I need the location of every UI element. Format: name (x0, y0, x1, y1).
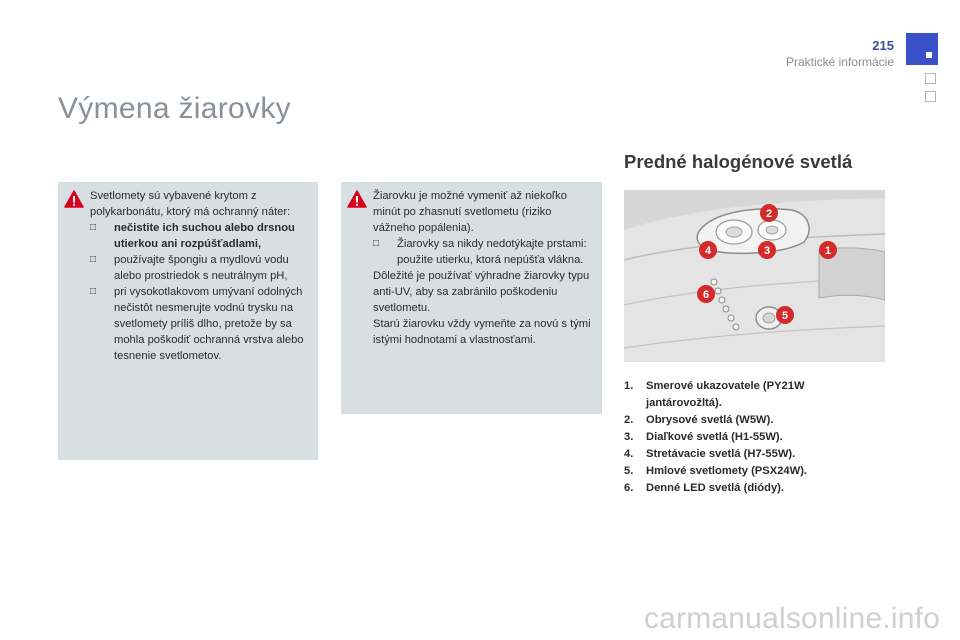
list-item (90, 284, 308, 364)
callout-4 (699, 241, 717, 259)
warning-paragraph: Starú žiarovku vždy vymeňte za novú s tými istými hodnotami a vlastnosťami. (373, 318, 591, 346)
item-number: 6. (624, 482, 634, 494)
page-number: 215 (872, 38, 894, 53)
list-item (624, 429, 854, 446)
callout-5 (776, 306, 794, 324)
bullet-text: Žiarovky sa nikdy nedotýkajte prstami: použite utierku, ktorá nepúšťa vlákna. (397, 238, 587, 266)
warning-intro: Svetlomety sú vybavené krytom z polykarbonátu, ktorý má ochranný náter: (90, 190, 291, 218)
warning-triangle-icon (64, 190, 84, 208)
tab-dot (926, 52, 932, 58)
callout-3 (758, 241, 776, 259)
svg-text:5: 5 (781, 310, 789, 322)
warning-box-bulb (341, 182, 602, 414)
checkbox-bullet-icon: □ (373, 238, 380, 249)
section-tab (906, 33, 938, 65)
headlamp-illustration (624, 190, 885, 362)
svg-text:2: 2 (765, 208, 773, 220)
warning-box-care (58, 182, 318, 460)
list-item (624, 463, 854, 480)
item-number: 2. (624, 414, 634, 426)
callout-layer (624, 190, 885, 362)
list-item (90, 220, 308, 252)
callout-1 (819, 241, 837, 259)
item-number: 3. (624, 431, 634, 443)
bulb-list (624, 378, 854, 497)
bullet-text: pri vysokotlakovom umývaní odolných nečistôt nesmerujte vodnú trysku na svetlomety príliš dlho, pretože by sa mohla poškodiť ochranná vrstva alebo tesnenie svetlometov. (114, 286, 304, 362)
page-title: Výmena žiarovky (58, 92, 291, 125)
item-text: Smerové ukazovatele (PY21W jantárovožltá). (646, 380, 805, 409)
svg-text:1: 1 (824, 245, 832, 257)
list-item (90, 252, 308, 284)
item-text: Hmlové svetlomety (PSX24W). (646, 465, 808, 477)
list-item (624, 446, 854, 463)
checkbox-bullet-icon: □ (90, 286, 97, 297)
warning-triangle-icon (347, 190, 367, 208)
section-label: Praktické informácie (785, 55, 894, 69)
item-text: Denné LED svetlá (diódy). (646, 482, 785, 494)
svg-text:3: 3 (763, 245, 771, 257)
checkbox-bullet-icon: □ (90, 222, 97, 233)
tab-outline-2 (925, 91, 936, 102)
item-number: 5. (624, 465, 634, 477)
item-text: Obrysové svetlá (W5W). (646, 414, 774, 426)
item-number: 4. (624, 448, 634, 460)
list-item (624, 412, 854, 429)
list-item (373, 236, 592, 268)
list-item (624, 480, 854, 497)
tab-outline-1 (925, 73, 936, 84)
svg-text:6: 6 (702, 289, 710, 301)
warning-paragraph: Dôležité je používať výhradne žiarovky typu anti-UV, aby sa zabránilo poškodeniu svetlometu. (373, 270, 590, 314)
item-text: Stretávacie svetlá (H7-55W). (646, 448, 796, 460)
item-text: Diaľkové svetlá (H1-55W). (646, 431, 783, 443)
watermark: carmanualsonline.info (643, 602, 940, 635)
svg-text:4: 4 (704, 245, 712, 257)
callout-2 (760, 204, 778, 222)
callout-6 (697, 285, 715, 303)
item-number: 1. (624, 380, 634, 392)
bullet-text: používajte špongiu a mydlovú vodu alebo prostriedok s neutrálnym pH, (114, 254, 289, 282)
warning-intro: Žiarovku je možné vymeniť až niekoľko minút po zhasnutí svetlometu (riziko vážneho popálenia). (373, 190, 567, 234)
list-item (624, 378, 854, 412)
section-heading: Predné halogénové svetlá (624, 151, 853, 172)
bullet-text: nečistite ich suchou alebo drsnou utierkou ani rozpúšťadlami, (114, 222, 295, 250)
checkbox-bullet-icon: □ (90, 254, 97, 265)
